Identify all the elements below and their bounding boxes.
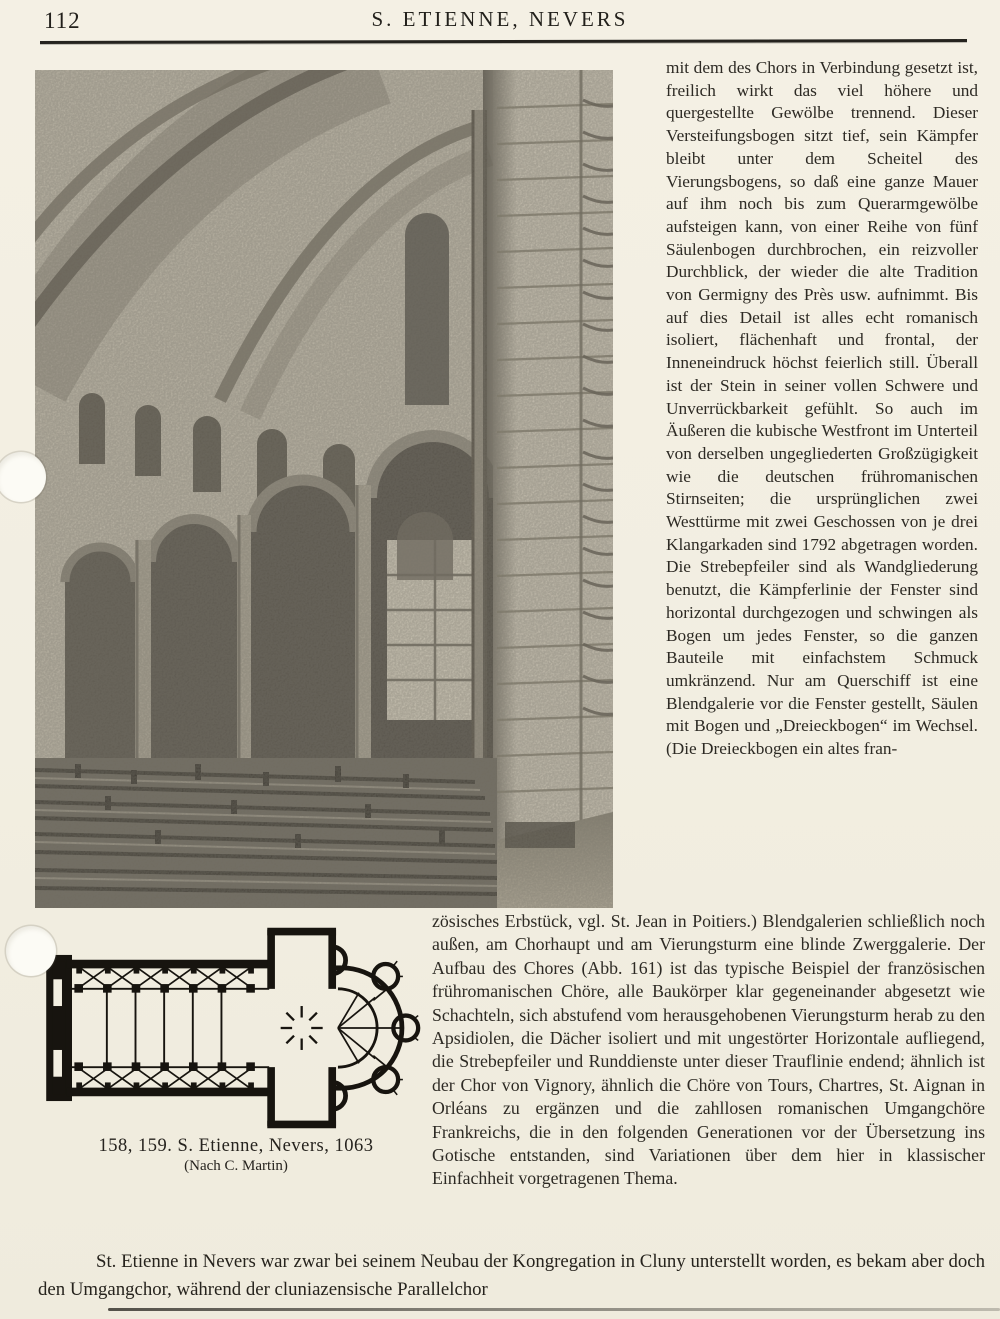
header-rule	[40, 39, 967, 44]
floor-plan-figure	[40, 910, 432, 1210]
body-column-text: mit dem des Chors in Verbindung gesetzt ist, freilich wirkt das viel höhere und quergestellte Gewölbe trennend. Dieser Versteifungsbogen sitzt tief, sein Kämpfer bleibt unter dem Scheitel des Vierungsbogens, so daß eine ganze Mauer auf ihm noch bis zum Querarmgewölbe aufsteigen kann, von einer Reihe von fünf Säulenbogen durchbrochen, ein reizvoller Durchblick, der wieder die alte Tradition von Germigny des Près usw. aufnimmt. Bis auf dies Detail ist alles echt romanisch isoliert, flächenhaft und frontal, der Inneneindruck höchst feierlich still. Überall ist der Stein in seiner vollen Schwere und Unverrückbarkeit gefühlt. So auch im Äußeren die kubische Westfront im Unterteil von derselben ungegliederten Großzügigkeit wie die deutschen frühromanischen Stirnseiten; die ursprünglichen zwei Westtürme mit zwei Geschossen von je drei Klangarkaden sind 1792 abgetragen worden. Die Strebepfeiler sind als Wandgliederung benutzt, die Kämpferlinie der Fenster sind horizontal durchgezogen und schwingen als Bogen um jedes Fenster, so die ganzen Bauteile mit einfachstem Schmuck umkränzend. Nur am Querschiff ist eine Blendgalerie vor die Fenster gestellt, Säulen mit Bogen und „Dreieckbogen“ im Wechsel. (Die Dreieckbogen ein altes fran-	[666, 58, 978, 759]
figure-caption: 158, 159. S. Etienne, Nevers, 1063	[98, 1136, 374, 1156]
page-number: 112	[44, 8, 81, 33]
floor-plan-drawing	[40, 922, 422, 1134]
hole-punch-bottom	[6, 926, 56, 976]
body-continuation-text: zösisches Erbstück, vgl. St. Jean in Poitiers.) Blendgalerien schließlich noch außen, am Chorhaupt und am Vierungsturm eine blinde Zwerggalerie. Der Aufbau des Chores (Abb. 161) ist das typische Beispiel der französischen frühromanischen Chöre, alle Baukörper klar gegeneinander abgesetzt wie Schachteln, sich abstufend vom herausgehobenen Vierungsturm herab zu den Apsidiolen, die Dächer isoliert und mit ungestörter Horizontale aufliegend, die Strebepfeiler und Runddienste unter dieser Trauflinie endend; ähnlich ist der Chor von Vignory, ähnlich die Chöre von Tours, Chartres, St. Aignan in Orléans zu ergänzen und die zahllosen romanischen Umgangchöre Frankreichs, die in den folgenden Generationen vor der Übersetzung ins Gotische entstanden, sind Variationen über dem hier in klassischer Einfachheit vorgetragenen Thema.	[432, 911, 985, 1189]
bottom-section	[40, 910, 985, 1210]
page-header-title: S. ETIENNE, NEVERS	[371, 7, 629, 31]
interior-photo	[35, 70, 613, 908]
closing-paragraph: St. Etienne in Nevers war zwar bei seinem Neubau der Kongregation in Cluny unterstellt worden, es bekam aber doch den Umgangchor, während der cluniazensische Parallelchor	[38, 1251, 985, 1300]
interior-photo-drawing	[35, 70, 613, 908]
figure-caption-source: (Nach C. Martin)	[184, 1158, 288, 1174]
scan-artifact-line	[108, 1308, 1000, 1311]
